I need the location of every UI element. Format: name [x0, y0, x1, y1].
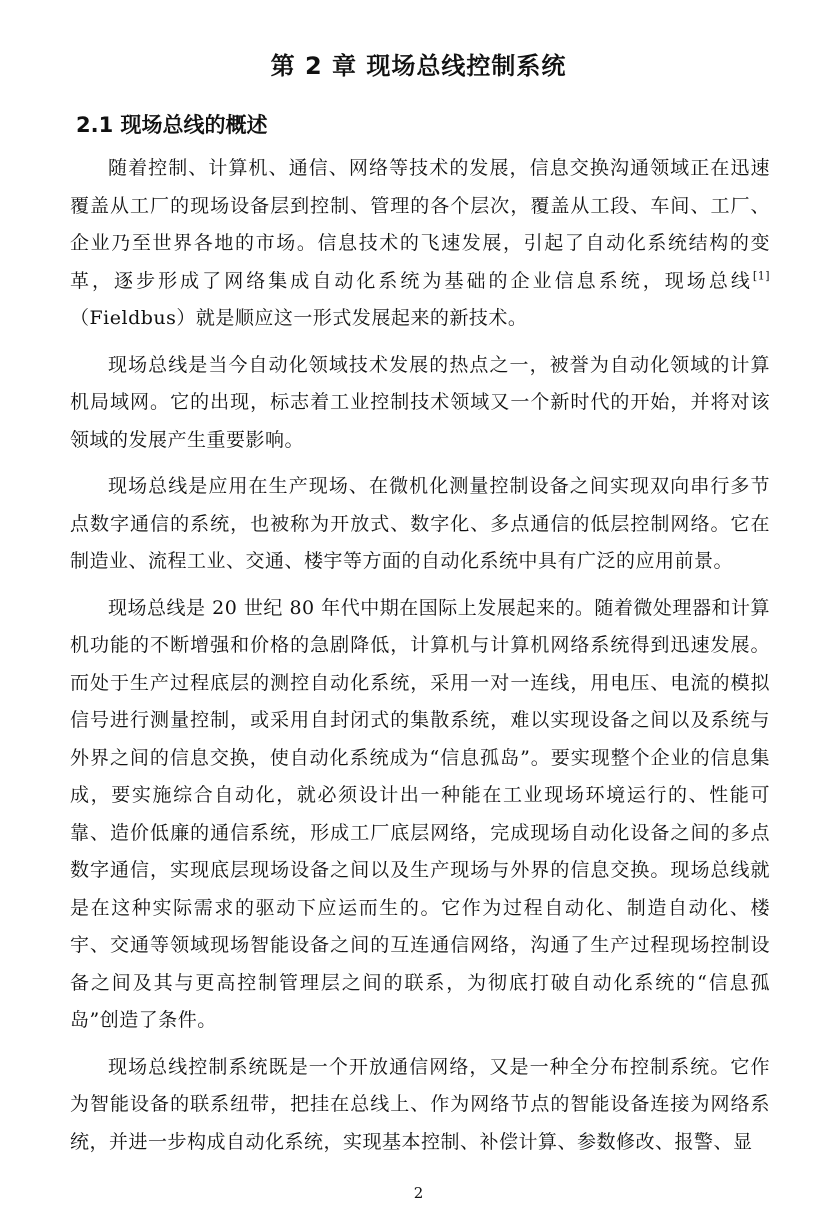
paragraph-3: 现场总线是应用在生产现场、在微机化测量控制设备之间实现双向串行多节点数字通信的系统，也被称为开放式、数字化、多点通信的低层控制网络。它在制造业、流程工业、交通、楼宇等方面的自动化系统中具有广泛的应用前景。 — [70, 475, 770, 572]
paragraph-2: 现场总线是当今自动化领域技术发展的热点之一，被誉为自动化领域的计算机局域网。它的出现，标志着工业控制技术领域又一个新时代的开始，并将对该领域的发展产生重要影响。 — [70, 353, 770, 451]
citation-reference: [1] — [752, 269, 770, 283]
body-text — [70, 150, 770, 1170]
paragraph-1-text-cont: （Fieldbus）就是顺应这一形式发展起来的新技术。 — [70, 307, 528, 329]
paragraph-4: 现场总线是 20 世纪 80 年代中期在国际上发展起来的。随着微处理器和计算机功能的不断增强和价格的急剧降低，计算机与计算机网络系统得到迅速发展。而处于生产过程底层的测控自动化系统，采用一对一连线，用电压、电流的模拟信号进行测量控制，或采用自封闭式的集散系统，难以实现设备之间以及系统与外界之间的信息交换，使自动化系统成为“信息孤岛”。要实现整个企业的信息集成，要实施综合自动化，就必须设计出一种能在工业现场环境运行的、性能可靠、造价低廉的通信系统，形成工厂底层网络，完成现场自动化设备之间的多点数字通信，实现底层现场设备之间以及生产现场与外界的信息交换。现场总线就是在这种实际需求的驱动下应运而生的。它作为过程自动化、制造自动化、楼宇、交通等领域现场智能设备之间的互连通信网络，沟通了生产过程现场控制设备之间及其与更高控制管理层之间的联系，为彻底打破自动化系统的“信息孤岛”创造了条件。 — [70, 596, 770, 1031]
page-number: 2 — [413, 1184, 424, 1202]
chapter-title: 第 2 章 现场总线控制系统 — [270, 52, 567, 80]
paragraph-1 — [70, 150, 770, 338]
paragraph-5: 现场总线控制系统既是一个开放通信网络，又是一种全分布控制系统。它作为智能设备的联系纽带，把挂在总线上、作为网络节点的智能设备连接为网络系统，并进一步构成自动化系统，实现基本控制、补偿计算、参数修改、报警、显 — [70, 1055, 770, 1153]
paragraph-1-text: 随着控制、计算机、通信、网络等技术的发展，信息交换沟通领域正在迅速覆盖从工厂的现场设备层到控制、管理的各个层次，覆盖从工段、车间、工厂、企业乃至世界各地的市场。信息技术的飞速发展，引起了自动化系统结构的变革，逐步形成了网络集成自动化系统为基础的企业信息系统，现场总线 — [70, 157, 770, 292]
section-heading: 2.1 现场总线的概述 — [76, 113, 268, 137]
